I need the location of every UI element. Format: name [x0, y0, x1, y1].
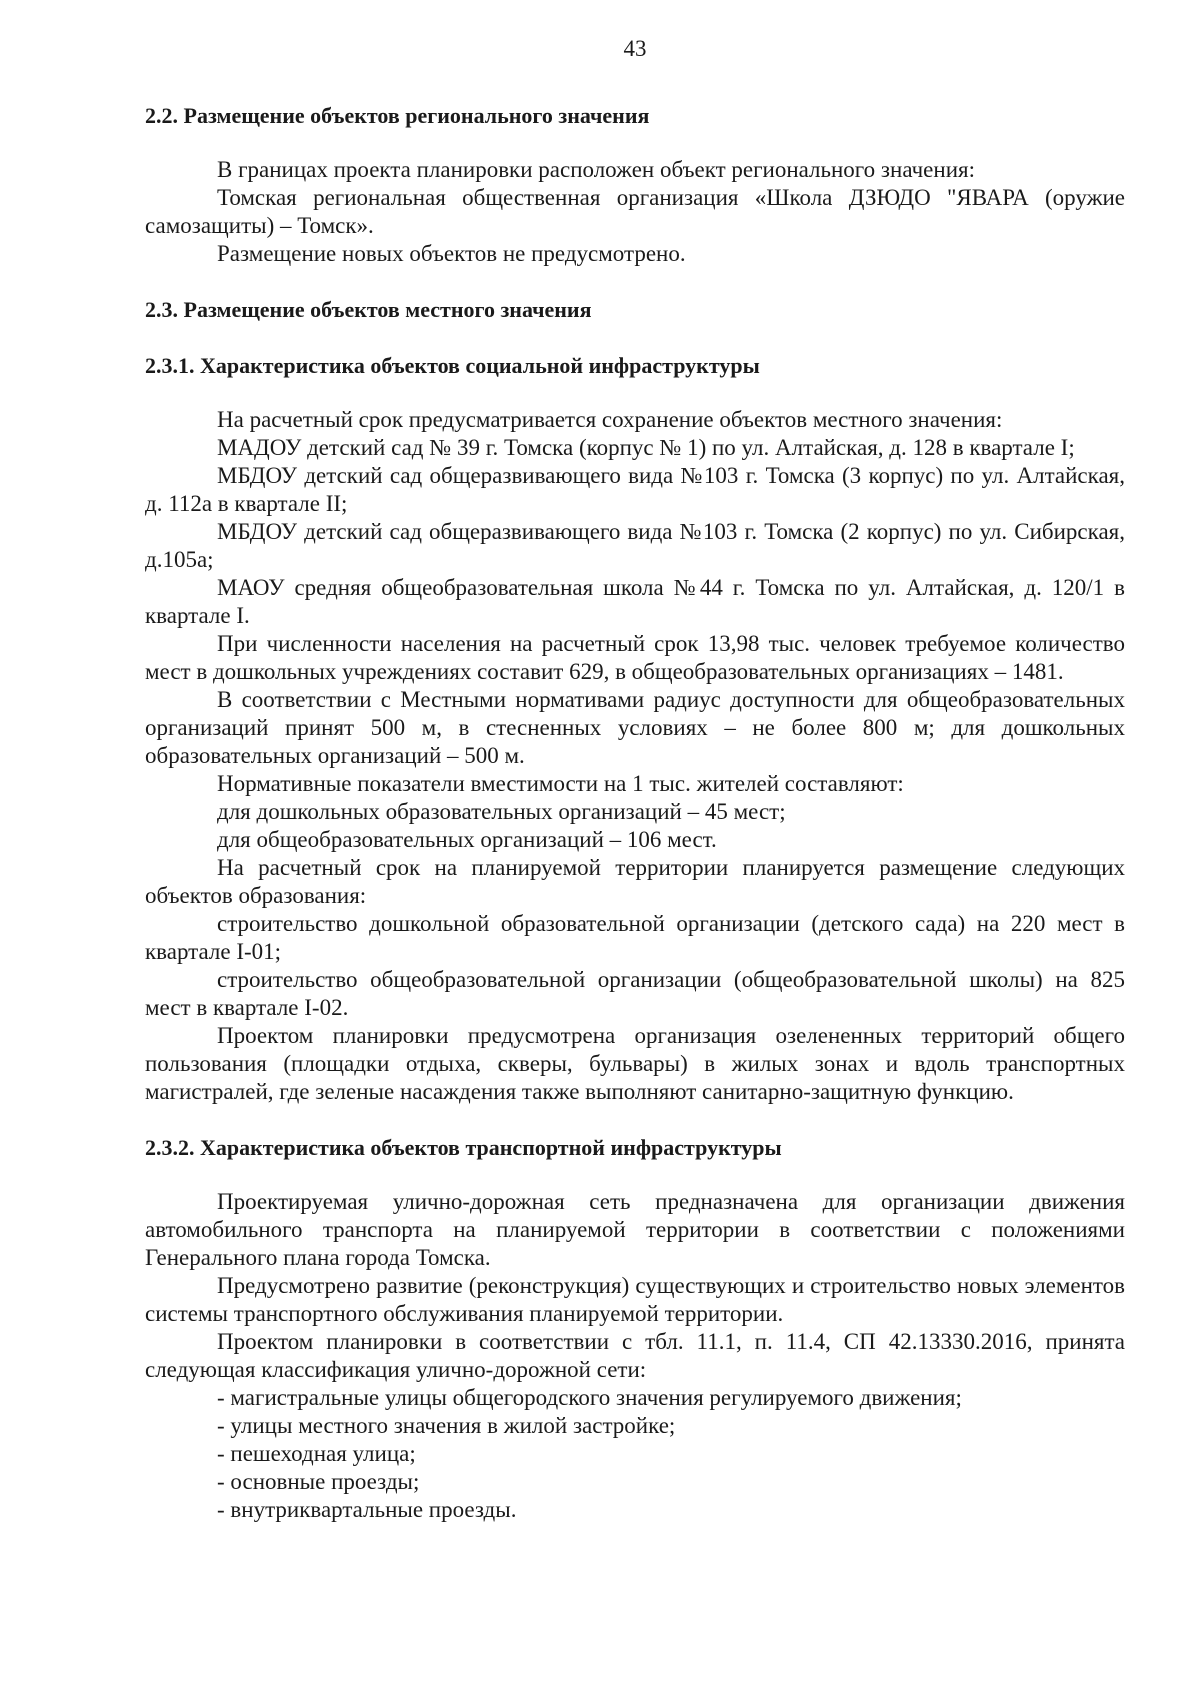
- page-number: 43: [623, 36, 647, 61]
- section-transport-infrastructure: [145, 1134, 1125, 1524]
- paragraph: В соответствии с Местными нормативами радиус доступности для общеобразовательных организаций принят 500 м, в стесненных условиях – не более 800 м; для дошкольных образовательных организаций – 500 м.: [145, 687, 1125, 768]
- list-item: - улицы местного значения в жилой застройке;: [217, 1413, 676, 1438]
- paragraph: МАОУ средняя общеобразовательная школа №44 г. Томска по ул. Алтайская, д. 120/1 в квартале I.: [145, 575, 1125, 628]
- paragraph: Проектом планировки в соответствии с тбл. 11.1, п. 11.4, СП 42.13330.2016, принята следующая классификация улично-дорожной сети:: [145, 1329, 1125, 1382]
- paragraph: На расчетный срок предусматривается сохранение объектов местного значения:: [217, 407, 1003, 432]
- paragraph: Размещение новых объектов не предусмотрено.: [217, 241, 686, 266]
- paragraph: для общеобразовательных организаций – 106 мест.: [217, 827, 717, 852]
- paragraph: МАДОУ детский сад № 39 г. Томска (корпус № 1) по ул. Алтайская, д. 128 в квартале I;: [217, 435, 1075, 460]
- list-item: - магистральные улицы общегородского значения регулируемого движения;: [217, 1385, 962, 1410]
- section-heading: 2.3. Размещение объектов местного значения: [145, 297, 592, 322]
- section-heading: 2.3.1. Характеристика объектов социальной инфраструктуры: [145, 353, 760, 378]
- section-regional-objects: [145, 102, 1125, 268]
- paragraph: На расчетный срок на планируемой территории планируется размещение следующих объектов образования:: [145, 855, 1125, 908]
- paragraph: Нормативные показатели вместимости на 1 тыс. жителей составляют:: [217, 771, 904, 796]
- section-heading: 2.3.2. Характеристика объектов транспортной инфраструктуры: [145, 1135, 782, 1160]
- paragraph: При численности населения на расчетный срок 13,98 тыс. человек требуемое количество мест в дошкольных учреждениях составит 629, в общеобразовательных организациях – 1481.: [145, 631, 1125, 684]
- section-local-objects: [145, 296, 1125, 324]
- list-item: - основные проезды;: [217, 1469, 420, 1494]
- paragraph: строительство дошкольной образовательной организации (детского сада) на 220 мест в квартале I-01;: [145, 911, 1125, 964]
- paragraph: Томская региональная общественная организация «Школа ДЗЮДО "ЯВАРА (оружие самозащиты) – Томск».: [145, 185, 1125, 238]
- section-social-infrastructure: [145, 352, 1125, 1106]
- paragraph: Проектом планировки предусмотрена организация озелененных территорий общего пользования (площадки отдыха, скверы, бульвары) в жилых зонах и вдоль транспортных магистралей, где зеленые насаждения также выполняют санитарно-защитную функцию.: [145, 1023, 1125, 1104]
- paragraph: МБДОУ детский сад общеразвивающего вида №103 г. Томска (2 корпус) по ул. Сибирская, д.105а;: [145, 519, 1125, 572]
- list-item: - внутриквартальные проезды.: [217, 1497, 517, 1522]
- paragraph: строительство общеобразовательной организации (общеобразовательной школы) на 825 мест в квартале I-02.: [145, 967, 1125, 1020]
- section-heading: 2.2. Размещение объектов регионального значения: [145, 103, 650, 128]
- paragraph: МБДОУ детский сад общеразвивающего вида №103 г. Томска (3 корпус) по ул. Алтайская, д. 112а в квартале II;: [145, 463, 1125, 516]
- paragraph: для дошкольных образовательных организаций – 45 мест;: [217, 799, 786, 824]
- paragraph: Предусмотрено развитие (реконструкция) существующих и строительство новых элементов системы транспортного обслуживания планируемой территории.: [145, 1273, 1125, 1326]
- paragraph: Проектируемая улично-дорожная сеть предназначена для организации движения автомобильного транспорта на планируемой территории в соответствии с положениями Генерального плана города Томска.: [145, 1189, 1125, 1270]
- list-item: - пешеходная улица;: [217, 1441, 416, 1466]
- paragraph: В границах проекта планировки расположен объект регионального значения:: [217, 157, 975, 182]
